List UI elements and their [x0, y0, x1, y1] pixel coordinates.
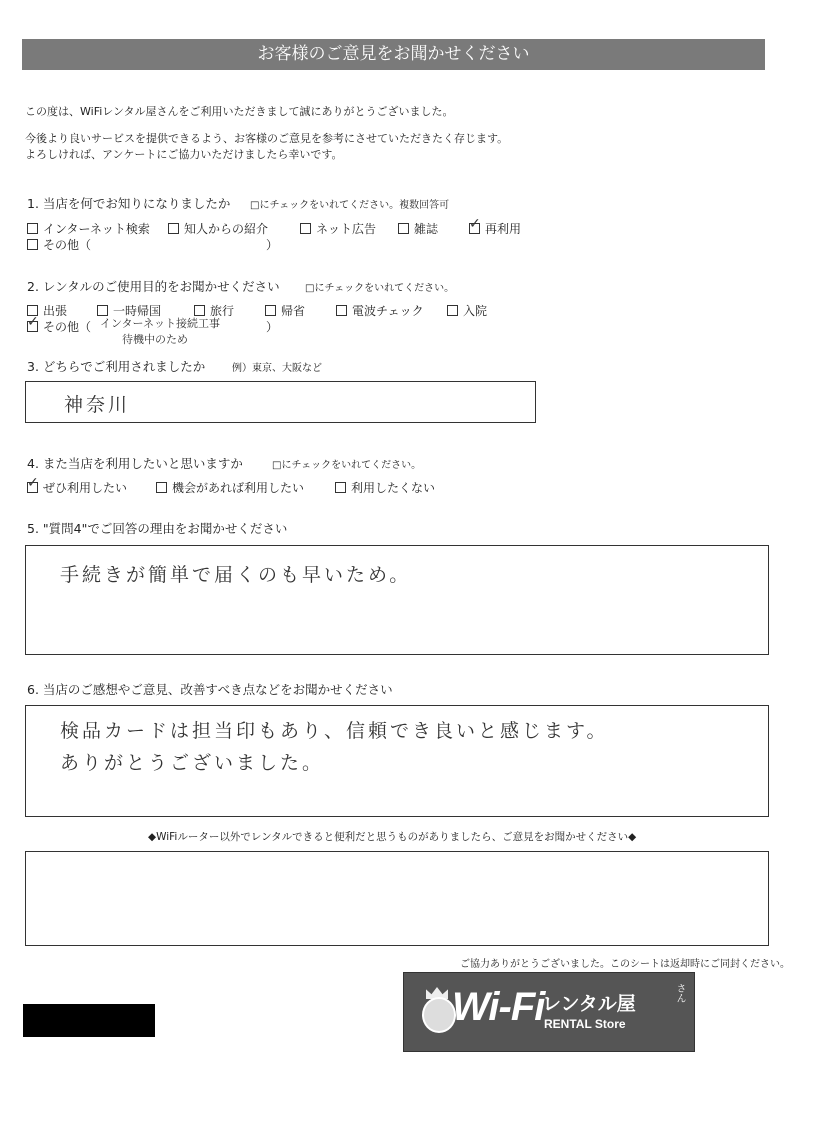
question-1-title: 1. 当店を何でお知りになりましたか — [27, 196, 231, 211]
question-5-title: 5. "質問4"でご回答の理由をお聞かせください — [27, 521, 288, 536]
checkbox[interactable] — [156, 482, 167, 493]
q4-option-definitely[interactable]: ✓ ぜひ利用したい — [27, 475, 128, 495]
q1-other-close: ） — [266, 238, 279, 252]
checkbox[interactable] — [27, 223, 38, 234]
store-logo — [403, 972, 695, 1052]
q2-option-other[interactable]: ✓ その他（ — [27, 314, 92, 334]
q2-other-answer-line-2: 待機中のため — [122, 333, 188, 346]
q1-option-internet[interactable]: インターネット検索 — [27, 220, 150, 237]
redacted-block — [23, 1004, 155, 1037]
question-4-note: □にチェックをいれてください。 — [272, 460, 422, 471]
question-2-title: 2. レンタルのご使用目的をお聞かせください — [27, 279, 280, 294]
question-3-note: 例）東京、大阪など — [232, 363, 322, 374]
question-7-title: ◆WiFiルーター以外でレンタルできると便利だと思うものがありましたら、ご意見をお聞かせください◆ — [148, 831, 637, 843]
checkmark-icon: ✓ — [27, 314, 39, 330]
question-1-note: □にチェックをいれてください。複数回答可 — [250, 200, 450, 211]
checkbox[interactable] — [265, 305, 276, 316]
q1-option-other[interactable]: その他（ — [27, 236, 91, 253]
q2-option-homecoming[interactable]: 一時帰国 — [97, 302, 161, 319]
q3-answer-box[interactable] — [25, 381, 536, 423]
q2-other-answer-line-1: インターネット接続工事 — [100, 317, 221, 330]
checkbox[interactable] — [336, 305, 347, 316]
page-title: お客様のご意見をお聞かせください — [22, 39, 765, 70]
intro-line-2: 今後より良いサービスを提供できるよう、お客様のご意見を参考にさせていただきたく存じます。 — [25, 132, 509, 145]
checkbox[interactable] — [447, 305, 458, 316]
q4-option-maybe[interactable]: 機会があれば利用したい — [156, 479, 304, 496]
q2-option-travel[interactable]: 旅行 — [194, 302, 234, 319]
checkmark-icon: ✓ — [27, 475, 39, 491]
question-3-title: 3. どちらでご利用されましたか — [27, 359, 206, 374]
logo-en-text: RENTAL Store — [544, 1017, 626, 1031]
q2-option-hospital[interactable]: 入院 — [447, 302, 487, 319]
q2-other-close: ） — [266, 320, 279, 334]
q2-option-visit-home[interactable]: 帰省 — [265, 302, 305, 319]
q6-answer-line-1: 検品カードは担当印もあり、信頼でき良いと感じます。 — [60, 720, 609, 742]
checkbox-checked[interactable] — [27, 475, 39, 493]
checkbox-checked[interactable] — [27, 314, 39, 332]
question-6-title: 6. 当店のご感想やご意見、改善すべき点などをお聞かせください — [27, 682, 393, 697]
logo-jp-text: レンタル屋 — [542, 993, 636, 1015]
checkbox[interactable] — [300, 223, 311, 234]
checkbox-checked[interactable] — [469, 216, 481, 234]
question-4-title: 4. また当店を利用したいと思いますか — [27, 456, 243, 471]
checkbox[interactable] — [335, 482, 346, 493]
q1-option-referral[interactable]: 知人からの紹介 — [168, 220, 268, 237]
q4-option-no[interactable]: 利用したくない — [335, 479, 435, 496]
q1-option-magazine[interactable]: 雑誌 — [398, 220, 438, 237]
q6-answer-box[interactable] — [25, 705, 769, 817]
checkbox[interactable] — [398, 223, 409, 234]
q7-answer-box[interactable] — [25, 851, 769, 946]
q1-option-reuse[interactable]: ✓ 再利用 — [469, 216, 522, 236]
q3-answer-text: 神奈川 — [64, 394, 131, 416]
q2-option-signal-check[interactable]: 電波チェック — [336, 302, 424, 319]
checkmark-icon: ✓ — [469, 216, 481, 232]
q6-answer-line-2: ありがとうございました。 — [60, 752, 325, 774]
q5-answer-box[interactable] — [25, 545, 769, 655]
intro-line-3: よろしければ、アンケートにご協力いただけましたら幸いです。 — [25, 148, 343, 161]
q1-option-net-ad[interactable]: ネット広告 — [300, 220, 376, 237]
q5-answer-text: 手続きが簡単で届くのも早いため。 — [60, 564, 412, 586]
intro-line-1: この度は、WiFiレンタル屋さんをご利用いただきまして誠にありがとうございました。 — [25, 105, 454, 118]
checkbox[interactable] — [27, 239, 38, 250]
logo-wifi-text: Wi-Fi — [452, 985, 545, 1029]
question-2-note: □にチェックをいれてください。 — [305, 283, 455, 294]
q2-option-business[interactable]: 出張 — [27, 302, 67, 319]
thanks-note: ご協力ありがとうございました。このシートは返却時にご同封ください。 — [460, 959, 790, 970]
checkbox[interactable] — [168, 223, 179, 234]
logo-san-text: さん — [674, 983, 685, 1003]
mascot-icon — [422, 997, 456, 1033]
